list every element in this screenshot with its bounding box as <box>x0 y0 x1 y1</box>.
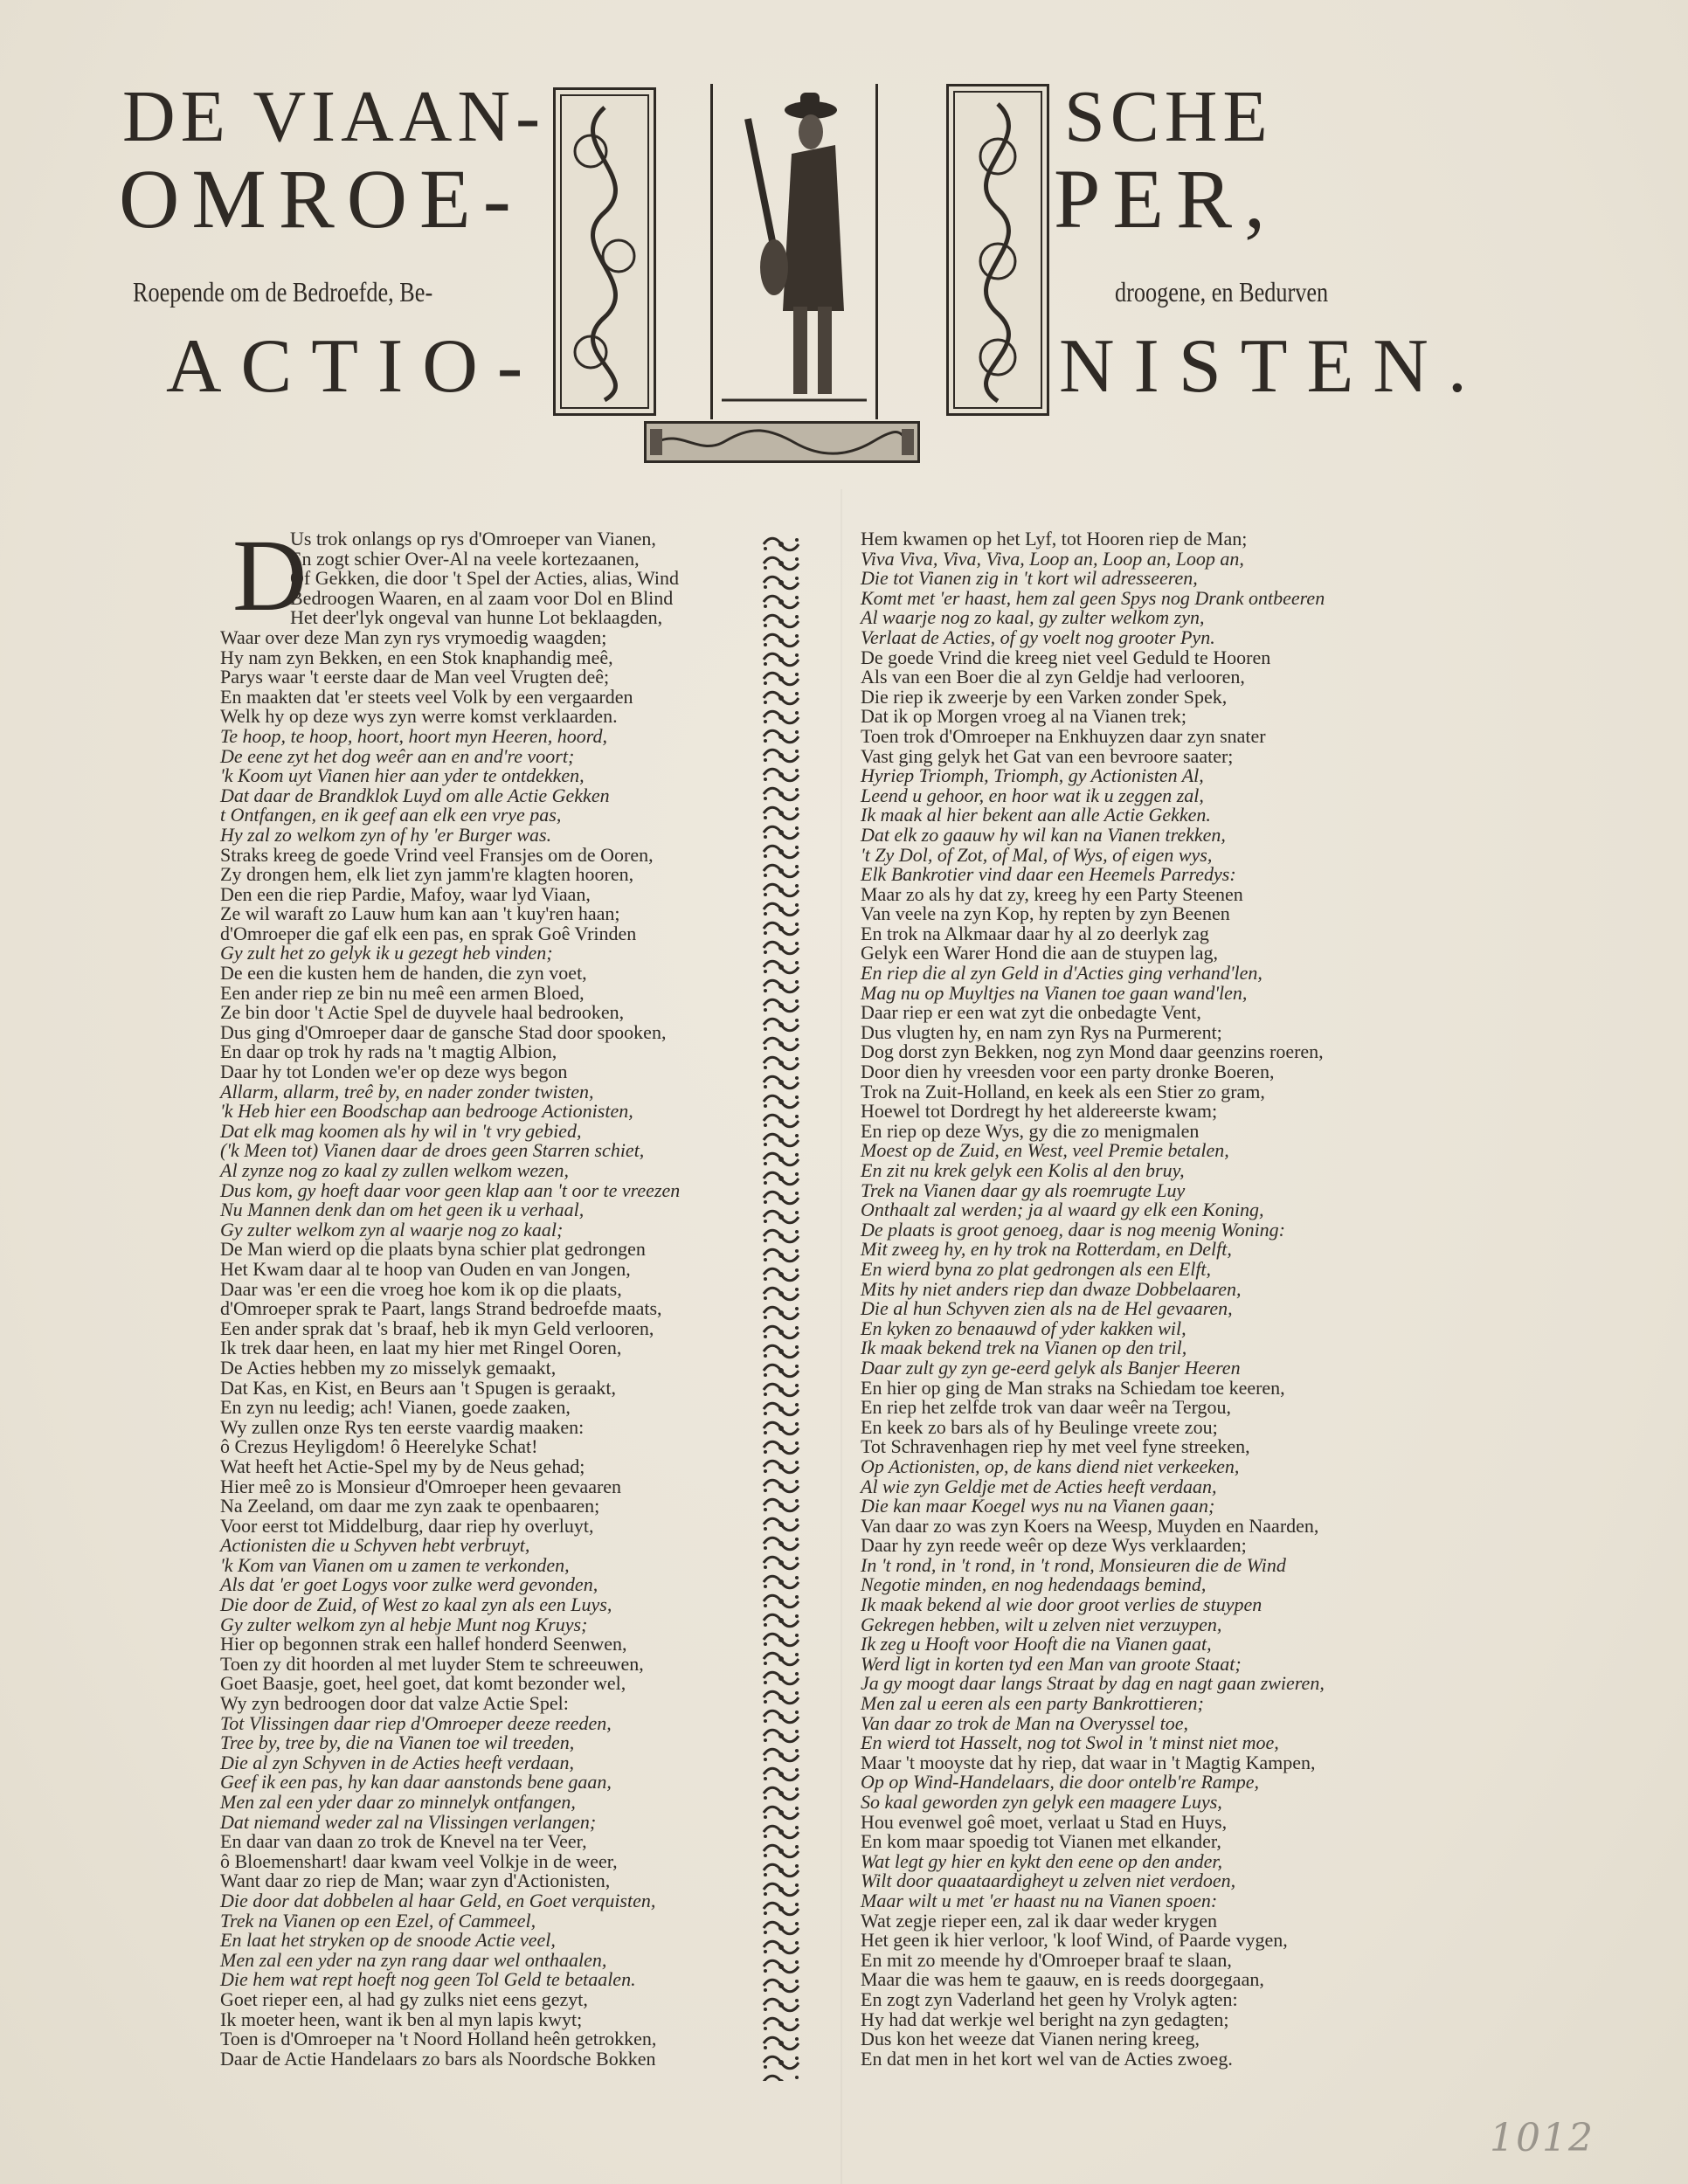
verse-line: Door dien hy vreesden voor een party dronke Boeren, <box>861 1061 1275 1083</box>
verse-line: Want daar zo riep de Man; waar zyn d'Actionisten, <box>220 1870 611 1892</box>
verse-line: Voor eerst tot Middelburg, daar riep hy overluyt, <box>220 1514 594 1537</box>
verse-line: Op Actionisten, op, de kans diend niet verkeeken, <box>861 1455 1240 1477</box>
verse-line: Ik trek daar heen, en laat my hier met Ringel Ooren, <box>220 1337 622 1359</box>
verse-line: Wat zegje rieper een, zal ik daar weder krygen <box>861 1909 1218 1932</box>
verse-line: Ik moeter heen, want ik ben al myn lapis kwyt; <box>220 2008 583 2030</box>
verse-line: En riep die al zyn Geld in d'Acties ging verhand'len, <box>861 962 1263 985</box>
verse-line: Dus kon het weeze dat Vianen nering kreeg, <box>861 2028 1200 2050</box>
title-left-line1: DE VIAAN- <box>122 76 546 157</box>
verse-line: Maar zo als hy dat zy, kreeg hy een Party Steenen <box>861 882 1243 905</box>
verse-line: Negotie minden, en nog hedendaags bemind, <box>861 1573 1207 1596</box>
verse-line: Vast ging gelyk het Gat van een bevroore saater; <box>861 744 1234 767</box>
verse-line: Het geen ik hier verloor, 'k loof Wind, of Paarde vygen, <box>861 1929 1288 1952</box>
verse-line: Viva Viva, Viva, Viva, Loop an, Loop an, Loop an, <box>861 547 1244 570</box>
verse-line: Hy nam zyn Bekken, en een Stok knaphandig meê, <box>220 646 613 668</box>
verse-line: En keek zo bars als of hy Beulinge vreete zou; <box>861 1415 1218 1438</box>
verse-line: Hy zal zo welkom zyn of hy 'er Burger was. <box>220 823 552 846</box>
verse-line: Hier meê zo is Monsieur d'Omroeper heen gevaaren <box>220 1475 622 1497</box>
title-left-line3: ACTIO- <box>166 324 543 409</box>
verse-line: Goet rieper een, al had gy zulks niet eens gezyt, <box>220 1987 588 2010</box>
verse-line: Die riep ik zweerje by een Varken zonder Spek, <box>861 685 1228 708</box>
verse-line: Ze bin door 't Actie Spel de duyvele haal bedrooken, <box>220 1001 625 1024</box>
verse-line: Van daar zo trok de Man na Overyssel toe, <box>861 1711 1188 1734</box>
verse-line: Tree by, tree by, die na Vianen toe wil treeden, <box>220 1731 575 1754</box>
verse-line: Na Zeeland, om daar me zyn zaak te openbaaren; <box>220 1495 600 1517</box>
ornamental-divider <box>757 535 806 2081</box>
verse-line: Straks kreeg de goede Vrind veel Fransjes om de Ooren, <box>220 843 654 866</box>
town-crier-woodcut <box>710 84 878 419</box>
right-ornament-woodcut <box>946 84 1049 416</box>
verse-line: Dat niemand weder zal na Vlissingen verlangen; <box>220 1810 597 1833</box>
verse-line: Ze wil waraft zo Lauw hum kan aan 't kuy'ren haan; <box>220 902 620 925</box>
subtitle-right: droogene, en Bedurven <box>1115 276 1329 308</box>
verse-line: Leend u gehoor, en hoor wat ik u zeggen zal, <box>861 784 1204 806</box>
verse-line: 't Zy Dol, of Zot, of Mal, of Wys, of eigen wys, <box>861 843 1213 866</box>
verse-line: Dus kom, gy hoeft daar voor geen klap aan 't oor te vreezen <box>220 1178 681 1201</box>
verse-line: Mag nu op Muyltjes na Vianen toe gaan wand'len, <box>861 981 1248 1004</box>
verse-line: En maakten dat 'er steets veel Volk by een vergaarden <box>220 685 633 708</box>
verse-line: En riep op deze Wys, gy die zo menigmalen <box>861 1119 1200 1142</box>
verse-line: Hier op begonnen strak een hallef honderd Seenwen, <box>220 1633 627 1655</box>
verse-line: Die door dat dobbelen al haar Geld, en Goet verquisten, <box>220 1889 656 1911</box>
verse-line: Toen trok d'Omroeper na Enkhuyzen daar zyn snater <box>861 724 1266 747</box>
verse-line: Mit zweeg hy, en hy trok na Rotterdam, en Delft, <box>861 1238 1232 1261</box>
verse-line: Men zal een yder daar zo minnelyk ontfangen, <box>220 1791 576 1813</box>
verse-line: Die al hun Schyven zien als na de Hel gevaaren, <box>861 1297 1233 1320</box>
verse-line: De Man wierd op die plaats byna schier plat gedrongen <box>220 1238 646 1261</box>
scroll-ornament-icon <box>556 90 654 413</box>
title-left-line2: OMROE- <box>119 152 523 245</box>
verse-line: En wierd byna zo plat gedrongen als een Elft, <box>861 1257 1212 1280</box>
verse-line: En kyken zo benaauwd of yder kakken wil, <box>861 1317 1186 1339</box>
verse-line: Den een die riep Pardie, Mafoy, waar lyd Viaan, <box>220 882 591 905</box>
vine-ornament-icon <box>647 424 917 460</box>
verse-line: 'k Koom uyt Vianen hier aan yder te ontdekken, <box>220 764 585 787</box>
verse-line: Als dat 'er goet Logys voor zulke werd gevonden, <box>220 1573 598 1596</box>
verse-line: Men zal een yder na zyn rang daar wel onthaalen, <box>220 1948 607 1971</box>
verse-line: Hoewel tot Dordregt hy het aldereerste kwam; <box>861 1100 1218 1123</box>
verse-line: Wy zullen onze Rys ten eerste vaardig maaken: <box>220 1415 585 1438</box>
verse-line: Nu Mannen denk dan om het geen ik u verhaal, <box>220 1199 585 1221</box>
verse-line: Dat Kas, en Kist, en Beurs aan 't Spugen is geraakt, <box>220 1376 617 1399</box>
verse-line: Van veele na zyn Kop, hy repten by zyn Beenen <box>861 902 1230 925</box>
verse-line: Tot Schravenhagen riep hy met veel fyne streeken, <box>861 1435 1250 1458</box>
verse-line: Elk Bankrotier vind daar een Heemels Parredys: <box>861 863 1236 886</box>
scroll-ornament-icon <box>949 86 1047 413</box>
verse-line: Wy zyn bedroogen door dat valze Actie Spel: <box>220 1692 569 1715</box>
verse-line: Werd ligt in korten tyd een Man van groote Staat; <box>861 1652 1242 1675</box>
verse-line: Trek na Vianen daar gy als roemrugte Luy <box>861 1178 1186 1201</box>
verse-line: 'k Kom van Vianen om u zamen te verkonden, <box>220 1553 570 1576</box>
verse-line: Bedroogen Waaren, en al zaam voor Dol en Blind <box>290 586 674 609</box>
verse-line: Verlaat de Acties, of gy voelt nog grooter Pyn. <box>861 625 1215 648</box>
verse-line: Daar was 'er een die vroeg hoe kom ik op die plaats, <box>220 1277 622 1300</box>
verse-line: d'Omroeper die gaf elk een pas, en sprak Goê Vrinden <box>220 922 637 944</box>
verse-line: Gekregen hebben, wilt u zelven niet verzuypen, <box>861 1613 1222 1635</box>
verse-line: De Acties hebben my zo misselyk gemaakt, <box>220 1356 557 1379</box>
verse-line: En daar op trok hy rads na 't magtig Albion, <box>220 1040 557 1063</box>
verse-line: Trok na Zuit-Holland, en keek als een Stier zo gram, <box>861 1080 1265 1102</box>
verse-line: Op op Wind-Handelaars, die door ontelb're Rampe, <box>861 1771 1260 1794</box>
verse-line: Het Kwam daar al te hoop van Ouden en van Jongen, <box>220 1257 631 1280</box>
verse-line: En hier op ging de Man straks na Schiedam toe keeren, <box>861 1376 1285 1399</box>
verse-line: Gy zult het zo gelyk ik u gezegt heb vinden; <box>220 942 553 964</box>
verse-line: Van daar zo was zyn Koers na Weesp, Muyden en Naarden, <box>861 1514 1319 1537</box>
verse-line: Daar de Actie Handelaars zo bars als Noordsche Bokken <box>220 2047 656 2070</box>
verse-line: Us trok onlangs op rys d'Omroeper van Vianen, <box>290 528 656 549</box>
verse-line: Hou evenwel goê moet, verlaat u Stad en Huys, <box>861 1810 1228 1833</box>
left-text-column <box>220 529 762 2069</box>
verse-line: Het deer'lyk ongeval van hunne Lot beklaagden, <box>290 606 663 629</box>
verse-line: De een die kusten hem de handen, die zyn voet, <box>220 962 587 985</box>
verse-line: Komt met 'er haast, hem zal geen Spys nog Drank ontbeeren <box>861 586 1325 609</box>
verse-line: Al zynze nog zo kaal zy zullen welkom wezen, <box>220 1159 569 1181</box>
right-text-column <box>861 529 1402 2069</box>
verse-line: Wat heeft het Actie-Spel my by de Neus gehad; <box>220 1455 585 1477</box>
verse-line: En laat het stryken op de snoode Actie veel, <box>220 1929 556 1952</box>
verse-line: En kom maar spoedig tot Vianen met elkander, <box>861 1830 1221 1853</box>
verse-line: Als van een Boer die al zyn Geldje had verlooren, <box>861 666 1245 688</box>
verse-line: Goet Baasje, goet, heel goet, dat komt bezonder wel, <box>220 1672 626 1695</box>
verse-line: Gelyk een Warer Hond die aan de stuypen lag, <box>861 942 1218 964</box>
verse-line: De goede Vrind die kreeg niet veel Geduld te Hooren <box>861 646 1271 668</box>
verse-line: En zit nu krek gelyk een Kolis al den bruy, <box>861 1159 1185 1181</box>
verse-line: Die tot Vianen zig in 't kort wil adresseeren, <box>861 567 1198 590</box>
title-right-line3: NISTEN. <box>1059 324 1486 409</box>
verse-line: Men zal u eeren als een party Bankrottieren; <box>861 1692 1204 1715</box>
verse-line: Dat elk mag koomen als hy wil in 't vry gebied, <box>220 1119 582 1142</box>
verse-line: Welk hy op deze wys zyn werre komst verklaarden. <box>220 705 618 728</box>
verse-line: Wat legt gy hier en kykt den eene op den ander, <box>861 1849 1222 1872</box>
town-crier-figure-icon <box>713 84 875 419</box>
verse-line: Die kan maar Koegel wys nu na Vianen gaan; <box>861 1495 1215 1517</box>
verse-line: Gy zulter welkom zyn al waarje nog zo kaal; <box>220 1218 564 1241</box>
verse-line: Dat daar de Brandklok Luyd om alle Actie Gekken <box>220 784 610 806</box>
verse-line: Tot Vlissingen daar riep d'Omroeper deeze reeden, <box>220 1711 612 1734</box>
verse-line: Onthaalt zal werden; ja al waard gy elk een Koning, <box>861 1199 1264 1221</box>
verse-line: En riep het zelfde trok van daar weêr na Tergou, <box>861 1396 1232 1419</box>
verse-line: Mits hy niet anders riep dan dwaze Dobbelaaren, <box>861 1277 1242 1300</box>
verse-line: ô Crezus Heyligdom! ô Heerelyke Schat! <box>220 1435 538 1458</box>
verse-line: Dog dorst zyn Bekken, nog zyn Mond daar geenzins roeren, <box>861 1040 1324 1063</box>
fold-line <box>841 489 842 2184</box>
left-ornament-woodcut <box>553 87 656 416</box>
verse-line: Wilt door quaataardigheyt u zelven niet verdoen, <box>861 1870 1236 1892</box>
verse-line: d'Omroeper sprak te Paart, langs Strand bedroefde maats, <box>220 1297 662 1320</box>
verse-line: Waar over deze Man zyn rys vrymoedig waagden; <box>220 625 607 648</box>
verse-line: Ik maak al hier bekent aan alle Actie Gekken. <box>861 804 1211 826</box>
verse-line: Dus vlugten hy, en nam zyn Rys na Purmerent; <box>861 1020 1222 1043</box>
verse-line: Trek na Vianen op een Ezel, of Cammeel, <box>220 1909 536 1932</box>
verse-line: Daar hy zyn reede weêr op deze Wys verklaarden; <box>861 1534 1247 1557</box>
verse-line: Al waarje nog zo kaal, gy zulter welkom zyn, <box>861 606 1205 629</box>
verse-line: En wierd tot Hasselt, nog tot Swol in 't minst niet moe, <box>861 1731 1279 1754</box>
verse-line: Ik zeg u Hooft voor Hooft die na Vianen gaat, <box>861 1633 1212 1655</box>
verse-line: Toen is d'Omroeper na 't Noord Holland heên getrokken, <box>220 2028 657 2050</box>
verse-line: Hem kwamen op het Lyf, tot Hooren riep de Man; <box>861 528 1248 549</box>
verse-line: Die door de Zuid, of West zo kaal zyn als een Luys, <box>220 1593 612 1616</box>
verse-line: Ik maak bekend trek na Vianen op den tril, <box>861 1337 1187 1359</box>
verse-line: En mit zo meende hy d'Omroeper braaf te slaan, <box>861 1948 1232 1971</box>
title-right-line2: PER, <box>1054 152 1278 245</box>
verse-line: En trok na Alkmaar daar hy al zo deerlyk zag <box>861 922 1209 944</box>
verse-line: Daar hy tot Londen we'er op deze wys begon <box>220 1061 568 1083</box>
verse-line: Parys waar 't eerste daar de Man veel Vrugten deê; <box>220 666 610 688</box>
verse-line: Te hoop, te hoop, hoort, hoort myn Heeren, hoord, <box>220 724 608 747</box>
verse-line: Geef ik een pas, hy kan daar aanstonds bene gaan, <box>220 1771 612 1794</box>
verse-line: En zyn nu leedig; ach! Vianen, goede zaaken, <box>220 1396 571 1419</box>
verse-line: En zogt zyn Vaderland het geen hy Vrolyk agten: <box>861 1987 1238 2010</box>
verse-line: Dus ging d'Omroeper daar de gansche Stad door spooken, <box>220 1020 667 1043</box>
verse-line: Of Gekken, die door 't Spel der Acties, alias, Wind <box>290 567 680 590</box>
verse-line: Maar wilt u met 'er haast nu na Vianen spoen: <box>861 1889 1218 1911</box>
verse-line: Een ander sprak dat 's braaf, heb ik myn Geld verlooren, <box>220 1317 654 1339</box>
verse-line: Daar riep er een wat zyt die onbedagte Vent, <box>861 1001 1201 1024</box>
verse-line: Dat ik op Morgen vroeg al na Vianen trek; <box>861 705 1186 728</box>
verse-line: Maar die was hem te gaauw, en is reeds doorgegaan, <box>861 1968 1264 1991</box>
verse-line: Daar zult gy zyn ge-eerd gelyk als Banjer Heeren <box>861 1356 1241 1379</box>
verse-line: Zy drongen hem, elk liet zyn jamm're klagten hooren, <box>220 863 634 886</box>
handwritten-inventory-number: 1012 <box>1490 2116 1595 2160</box>
verse-line: Hy had dat werkje wel beright na zyn gedagten; <box>861 2008 1229 2030</box>
verse-line: ('k Meen tot) Vianen daar de droes geen Starren schiet, <box>220 1139 645 1162</box>
subtitle-left: Roepende om de Bedroefde, Be- <box>133 276 433 308</box>
drop-cap: D <box>232 518 308 632</box>
verse-line: Ik maak bekend al wie door groot verlies de stuypen <box>861 1593 1263 1616</box>
verse-line: Allarm, allarm, treê by, en nader zonder twisten, <box>220 1080 594 1102</box>
verse-line: En daar van daan zo trok de Knevel na ter Veer, <box>220 1830 587 1853</box>
title-right-line1: SCHE <box>1064 76 1273 157</box>
verse-line: De plaats is groot genoeg, daar is nog meenig Woning: <box>861 1218 1286 1241</box>
verse-line: Die al zyn Schyven in de Acties heeft verdaan, <box>220 1751 575 1773</box>
verse-line: Een ander riep ze bin nu meê een armen Bloed, <box>220 981 585 1004</box>
verse-line: Maar 't mooyste dat hy riep, dat waar in 't Magtig Kampen, <box>861 1751 1316 1773</box>
verse-line: Ja gy moogt daar langs Straat by dag en nagt gaan zwieren, <box>861 1672 1325 1695</box>
verse-line: So kaal geworden zyn gelyk een maagere Luys, <box>861 1791 1222 1813</box>
verse-line: In 't rond, in 't rond, in 't rond, Monsieuren die de Wind <box>861 1553 1286 1576</box>
verse-line: Actionisten die u Schyven hebt verbruyt, <box>220 1534 530 1557</box>
verse-line: Moest op de Zuid, en West, veel Premie betalen, <box>861 1139 1229 1162</box>
verse-line: Dat elk zo gaauw hy wil kan na Vianen trekken, <box>861 823 1226 846</box>
verse-line: Hyriep Triomph, Triomph, gy Actionisten Al, <box>861 764 1204 787</box>
verse-line: Die hem wat rept hoeft nog geen Tol Geld te betaalen. <box>220 1968 636 1991</box>
verse-line: En zogt schier Over-Al na veele kortezaanen, <box>290 547 640 570</box>
verse-line: Toen zy dit hoorden al met luyder Stem te schreeuwen, <box>220 1652 644 1675</box>
verse-line: t Ontfangen, en ik geef aan elk een vrye pas, <box>220 804 562 826</box>
verse-line: ô Bloemenshart! daar kwam veel Volkje in de weer, <box>220 1849 618 1872</box>
verse-line: Al wie zyn Geldje met de Acties heeft verdaan, <box>861 1475 1217 1497</box>
verse-line: 'k Heb hier een Boodschap aan bedrooge Actionisten, <box>220 1100 633 1123</box>
verse-line: En dat men in het kort wel van de Acties zwoeg. <box>861 2047 1233 2070</box>
verse-line: Gy zulter welkom zyn al hebje Munt nog Kruys; <box>220 1613 588 1635</box>
bottom-strip-woodcut <box>644 421 920 463</box>
verse-line: De eene zyt het dog weêr aan en and're voort; <box>220 744 575 767</box>
